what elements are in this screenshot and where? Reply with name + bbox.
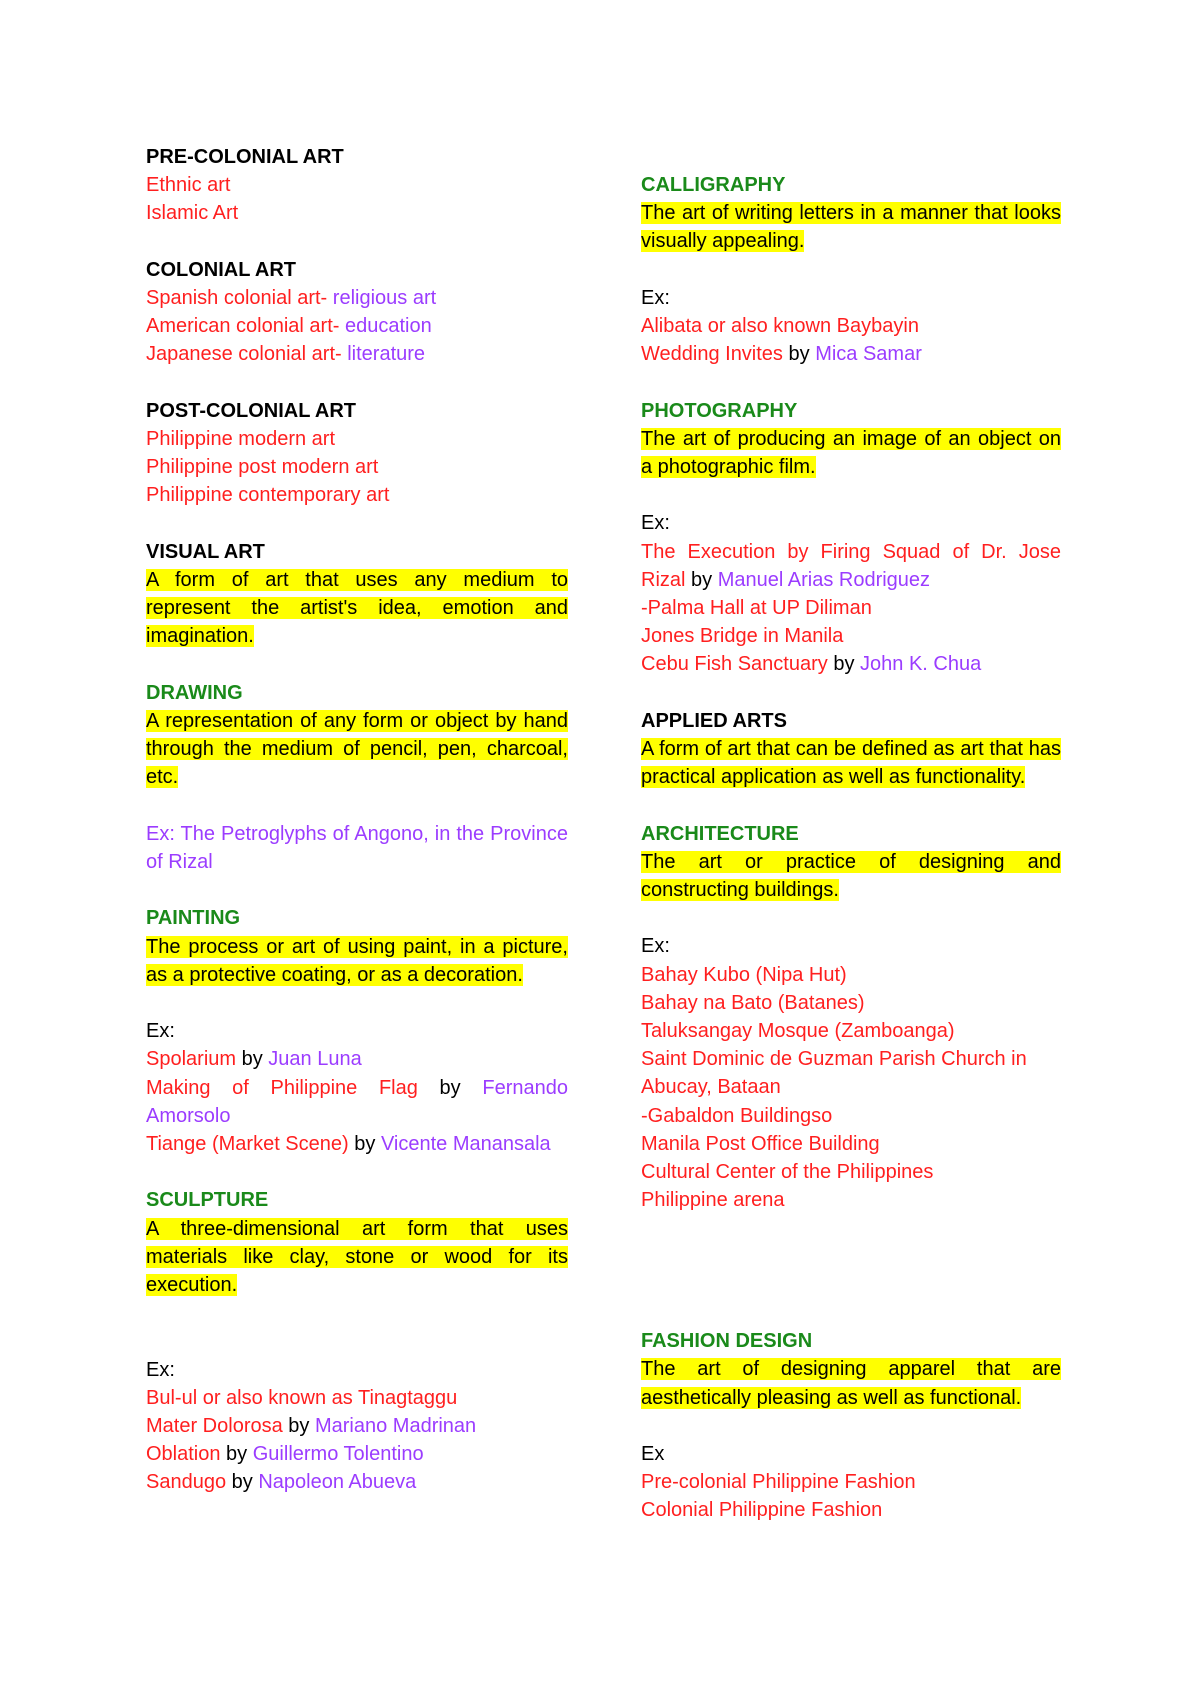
- list-item: Philippine contemporary art: [146, 484, 390, 507]
- definition: [641, 735, 1061, 791]
- by-word: by: [685, 568, 718, 591]
- highlighted-definition: A form of art that can be defined as art that has practical application as well as functionality.: [641, 738, 1061, 789]
- example-item: Philippine arena: [641, 1189, 785, 1212]
- highlighted-definition: The art or practice of designing and constructing buildings.: [641, 850, 1061, 901]
- example-item: [146, 1468, 568, 1496]
- by-word: by: [236, 1048, 269, 1071]
- example-label: Ex:: [641, 935, 670, 958]
- section-heading: CALLIGRAPHY: [641, 174, 786, 196]
- work-title: Mater Dolorosa: [146, 1415, 283, 1437]
- definition: [146, 566, 568, 651]
- list-item: Philippine modern art: [146, 428, 335, 450]
- section-calligraphy: [641, 171, 1061, 368]
- example-item: [146, 1412, 568, 1440]
- list-item: [146, 284, 568, 312]
- by-word: by: [827, 653, 861, 676]
- section-drawing: [146, 679, 568, 876]
- list-item: [146, 340, 568, 368]
- section-photography: [641, 397, 1061, 679]
- section-heading: DRAWING: [146, 681, 243, 704]
- definition: [146, 1215, 568, 1300]
- example-item: Jones Bridge in Manila: [641, 625, 844, 648]
- highlighted-definition: The process or art of using paint, in a picture, as a protective coating, or as a decoration.: [146, 935, 568, 986]
- definition: [146, 707, 568, 792]
- example-item: [641, 650, 1061, 678]
- section-heading: FASHION DESIGN: [641, 1330, 813, 1353]
- example-item: Manila Post Office Building: [641, 1132, 880, 1155]
- example-item: -Gabaldon Buildingso: [641, 1104, 833, 1127]
- by-word: by: [282, 1415, 315, 1437]
- right-column: [641, 171, 1061, 1525]
- list-item: Islamic Art: [146, 202, 239, 225]
- example-item: Alibata or also known Baybayin: [641, 315, 919, 337]
- artist-name: Fernando Amorsolo: [146, 1076, 568, 1127]
- section-sculpture: [146, 1186, 568, 1496]
- work-title: Cebu Fish Sanctuary: [641, 653, 828, 676]
- section-heading: ARCHITECTURE: [641, 822, 799, 845]
- artist-name: Juan Luna: [268, 1048, 362, 1071]
- art-name: Japanese colonial art-: [146, 343, 348, 366]
- example-item: [146, 1440, 568, 1468]
- section-heading: PHOTOGRAPHY: [641, 399, 798, 422]
- work-title: Tiange (Market Scene): [146, 1133, 349, 1155]
- by-word: by: [417, 1076, 483, 1099]
- example-item: [641, 538, 1061, 594]
- highlighted-definition: A three-dimensional art form that uses materials like clay, stone or wood for its execution.: [146, 1217, 568, 1296]
- work-title: Wedding Invites: [641, 343, 783, 366]
- work-title: The Execution by Firing Squad of Dr. Jose Rizal: [641, 540, 1061, 591]
- section-painting: [146, 904, 568, 1158]
- section-heading: COLONIAL ART: [146, 258, 296, 281]
- work-title: Sandugo: [146, 1471, 227, 1494]
- art-topic: religious art: [332, 287, 437, 309]
- artist-name: Guillermo Tolentino: [252, 1443, 424, 1466]
- example-item: Taluksangay Mosque (Zamboanga): [641, 1020, 955, 1042]
- highlighted-definition: The art of designing apparel that are aesthetically pleasing as well as functional.: [641, 1358, 1061, 1409]
- example-item: Bul-ul or also known as Tinagtaggu: [146, 1386, 458, 1409]
- work-title: Oblation: [146, 1443, 221, 1466]
- example-item: [146, 1130, 568, 1158]
- list-item: [146, 312, 568, 340]
- section-fashion-design: [641, 1327, 1061, 1524]
- section-architecture: [641, 820, 1061, 1215]
- section-heading: PAINTING: [146, 907, 241, 930]
- example-label: Ex:: [641, 286, 670, 309]
- list-item: Philippine post modern art: [146, 456, 379, 479]
- section-post-colonial-art: [146, 397, 568, 510]
- section-heading: APPLIED ARTS: [641, 709, 787, 732]
- section-heading: POST-COLONIAL ART: [146, 399, 356, 422]
- artist-name: Vicente Manansala: [380, 1133, 551, 1155]
- example-item: [641, 340, 1061, 368]
- artist-name: Manuel Arias Rodriguez: [717, 568, 931, 591]
- artist-name: Napoleon Abueva: [258, 1471, 417, 1494]
- highlighted-definition: The art of producing an image of an object on a photographic film.: [641, 427, 1061, 478]
- artist-name: John K. Chua: [860, 653, 982, 676]
- work-title: Spolarium: [146, 1048, 237, 1071]
- example-label: Ex: [641, 1443, 665, 1465]
- definition: [641, 425, 1061, 481]
- section-heading: VISUAL ART: [146, 540, 265, 563]
- by-word: by: [220, 1443, 253, 1466]
- artist-name: Mica Samar: [815, 343, 922, 366]
- list-item: Ethnic art: [146, 174, 231, 197]
- example-item: [146, 1045, 568, 1073]
- example-item: Saint Dominic de Guzman Parish Church in Abucay, Bataan: [641, 1048, 1027, 1099]
- art-topic: literature: [347, 343, 426, 366]
- highlighted-definition: A representation of any form or object by hand through the medium of pencil, pen, charcoal, etc.: [146, 710, 568, 789]
- example-item: -Palma Hall at UP Diliman: [641, 597, 872, 619]
- art-name: Spanish colonial art-: [146, 287, 333, 309]
- section-pre-colonial-art: [146, 143, 568, 228]
- example-item: Bahay na Bato (Batanes): [641, 991, 865, 1014]
- example-item: Pre-colonial Philippine Fashion: [641, 1471, 916, 1494]
- example-item: [146, 1074, 568, 1130]
- example-text: Ex: The Petroglyphs of Angono, in the Province of Rizal: [146, 822, 568, 873]
- section-heading: SCULPTURE: [146, 1189, 269, 1212]
- definition: [641, 1355, 1061, 1411]
- work-title: Making of Philippine Flag: [146, 1076, 418, 1099]
- example-label: Ex:: [641, 512, 670, 535]
- section-visual-art: [146, 538, 568, 651]
- example-item: Colonial Philippine Fashion: [641, 1499, 883, 1522]
- by-word: by: [782, 343, 816, 366]
- definition: [641, 848, 1061, 904]
- example-item: Bahay Kubo (Nipa Hut): [641, 963, 847, 986]
- section-colonial-art: [146, 256, 568, 369]
- art-name: American colonial art-: [146, 315, 345, 338]
- by-word: by: [226, 1471, 259, 1494]
- example-label: Ex:: [146, 1358, 175, 1381]
- definition: [641, 199, 1061, 255]
- left-column: [146, 143, 568, 1497]
- highlighted-definition: The art of writing letters in a manner that looks visually appealing.: [641, 202, 1061, 253]
- example-label: Ex:: [146, 1020, 175, 1043]
- highlighted-definition: A form of art that uses any medium to represent the artist's idea, emotion and imagination.: [146, 569, 568, 648]
- by-word: by: [348, 1133, 381, 1155]
- artist-name: Mariano Madrinan: [314, 1415, 477, 1437]
- section-heading: PRE-COLONIAL ART: [146, 146, 344, 168]
- section-applied-arts: [641, 707, 1061, 792]
- definition: [146, 933, 568, 989]
- art-topic: education: [344, 315, 432, 338]
- example-item: Cultural Center of the Philippines: [641, 1161, 934, 1184]
